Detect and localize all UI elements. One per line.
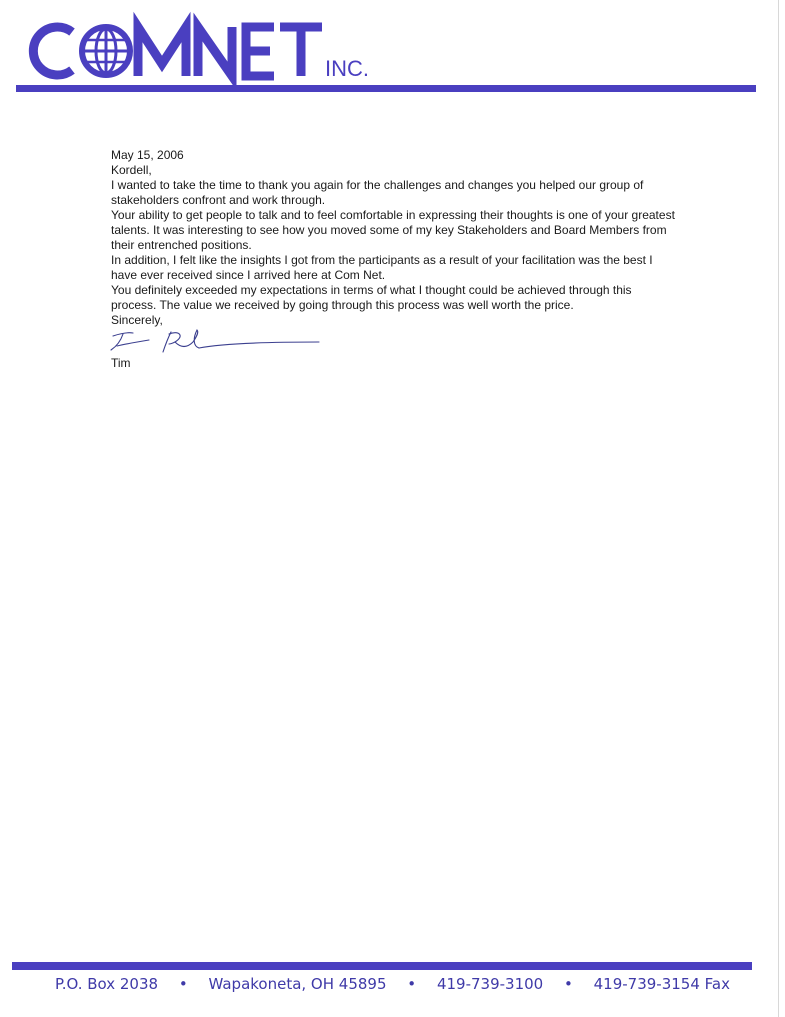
- letter-paragraph: I wanted to take the time to thank you again for the challenges and changes you helped our group of stakeholders confront and work through.: [111, 178, 644, 207]
- footer-city: Wapakoneta, OH 45895: [208, 975, 387, 993]
- comnet-logo: [22, 18, 369, 84]
- letterhead-rule: [16, 85, 756, 92]
- letter-paragraph: You definitely exceeded my expectations in terms of what I thought could be achieved through this process. The value we received by going through this process was well worth the price.: [111, 283, 632, 312]
- bullet-separator: •: [178, 975, 188, 993]
- letter-closing: Sincerely,: [111, 313, 163, 327]
- footer-fax: 419-739-3154 Fax: [593, 975, 730, 993]
- letter-paragraph: Your ability to get people to talk and to feel comfortable in expressing their thoughts is one of your greatest talents. It was interesting to see how you moved some of my key Stakeholders and Board Members from their entrenched positions.: [111, 208, 675, 252]
- page-edge: [778, 0, 779, 1017]
- letterhead-footer: [0, 975, 785, 993]
- letter-paragraph: In addition, I felt like the insights I got from the participants as a result of your facilitation was the best I have ever received since I arrived here at Com Net.: [111, 253, 653, 282]
- svg-text:INC.: INC.: [325, 56, 369, 81]
- footer-rule: [12, 962, 752, 970]
- letter-signer: Tim: [111, 356, 131, 370]
- letter-salutation: Kordell,: [111, 163, 152, 177]
- signature-image: [109, 326, 329, 356]
- footer-phone: 419-739-3100: [436, 975, 544, 993]
- globe-icon: [82, 27, 130, 75]
- letter-body: [111, 148, 676, 371]
- footer-po-box: P.O. Box 2038: [55, 975, 159, 993]
- letter-date: May 15, 2006: [111, 148, 184, 162]
- bullet-separator: •: [563, 975, 573, 993]
- bullet-separator: •: [407, 975, 417, 993]
